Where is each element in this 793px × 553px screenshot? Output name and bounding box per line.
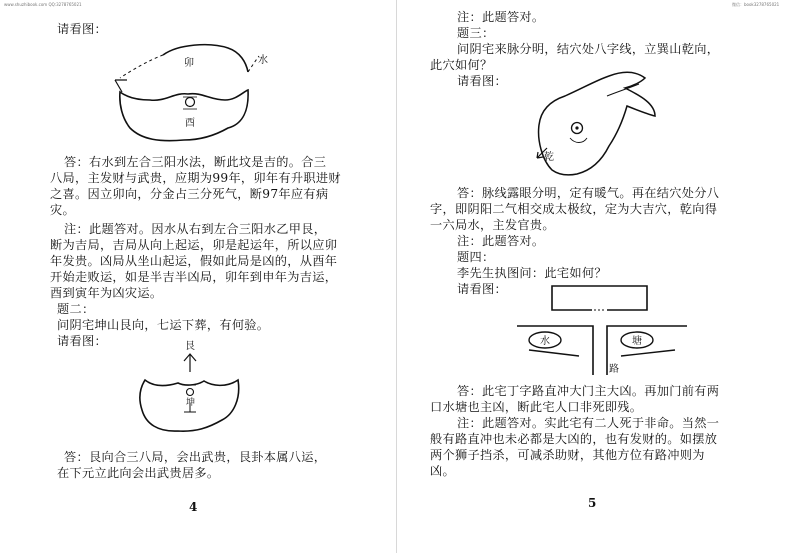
note-3: 注：此题答对。 [457,234,545,248]
question-3-line-2: 此穴如何？ [430,58,493,72]
fig4-pond-right-label: 塘 [632,336,642,347]
question-3-title: 题三： [457,26,495,40]
fig2-top-label: 艮 [185,341,195,352]
fig4-road-label: 路 [609,364,619,375]
note-4-line-2: 般有路直冲也未必都是大凶的，也有发财的。如摆放 [430,432,718,446]
answer-1-line-4: 灾。 [50,203,75,217]
see-figure-3: 请看图： [457,74,507,88]
fig1-top-label: 卯 [184,58,194,69]
note-4-line-4: 凶。 [430,464,455,478]
answer-2-line-1: 答：艮向合三八局，会出武贵，艮卦本属八运， [64,450,327,464]
answer-3-line-3: 一六局水，主发官贵。 [430,218,555,232]
question-4-text: 李先生执图问：此宅如何？ [457,266,607,280]
answer-4-line-2: 口水塘也主凶，断此宅人口非死即残。 [430,400,643,414]
left-header-url: www.shuzhibook.com QQ:3278765021 [4,2,82,7]
fig1-bottom-label: 酉 [185,118,195,129]
note-4-line-1: 注：此题答对。实此宅有二人死于非命。当然一 [457,416,720,430]
answer-1-line-3: 之喜。因立卯向，分金占三分死气，断97年应有病 [50,187,329,201]
figure-4-house-road-diagram [397,0,793,380]
question-2-text: 问阴宅坤山艮向，七运下葬，有何验。 [57,318,270,332]
page-number-right: 5 [588,496,597,510]
fig3-direction-label: 乾 [544,152,554,163]
right-header-url: 微信：book3278765021 [732,2,780,7]
fig1-water-label: 水 [258,55,268,66]
answer-4-line-1: 答：此宅丁字路直冲大门主大凶。再加门前有两 [457,384,720,398]
answer-3-line-1: 答：脉线露眼分明，定有暖气。再在结穴处分八 [457,186,720,200]
note-1-line-5: 酉到寅年为凶灾运。 [50,286,163,300]
fig2-bottom-label: 坤 [186,398,196,408]
see-figure-1: 请看图： [57,22,107,36]
note-4-line-3: 两个狮子挡杀，可减杀助财，其他方位有路冲则为 [430,448,705,462]
answer-3-line-2: 字，即阴阳二气相交成太极纹，定为大吉穴，乾向得 [430,202,718,216]
question-3-line-1: 问阴宅来脉分明，结穴处八字线，立巽山乾向， [457,42,720,56]
question-4-title: 题四： [457,250,495,264]
question-2-title: 题二： [57,302,95,316]
fig4-house-outline [552,286,647,310]
answer-1-line-1: 答：右水到左合三阳水法，断此坟是吉的。合三 [64,155,327,169]
right-page [397,0,793,553]
fig4-pond-left-label: 水 [540,336,550,347]
note-1-line-1: 注：此题答对。因水从右到左合三阳水乙甲艮， [64,222,327,236]
note-1-line-3: 年发贵。凶局从坐山起运，假如此局是凶的，从酉年 [50,254,338,268]
left-page [0,0,396,553]
answer-1-line-2: 八局，主发财与武贵，应期为99年，卯年有升职进财 [50,171,341,185]
see-figure-4: 请看图： [457,282,507,296]
note-1-line-4: 开始走败运，如是半吉半凶局，卯年到申年为吉运， [50,270,338,284]
page-number-left: 4 [189,500,198,514]
figure-2-grave-diagram [0,0,396,460]
note-2-header: 注：此题答对。 [457,10,545,24]
note-1-line-2: 断为吉局，吉局从向上起运，卯是起运年，所以应卯 [50,238,338,252]
answer-2-line-2: 在下元立此向会出武贵居多。 [57,466,220,480]
see-figure-2: 请看图： [57,334,107,348]
